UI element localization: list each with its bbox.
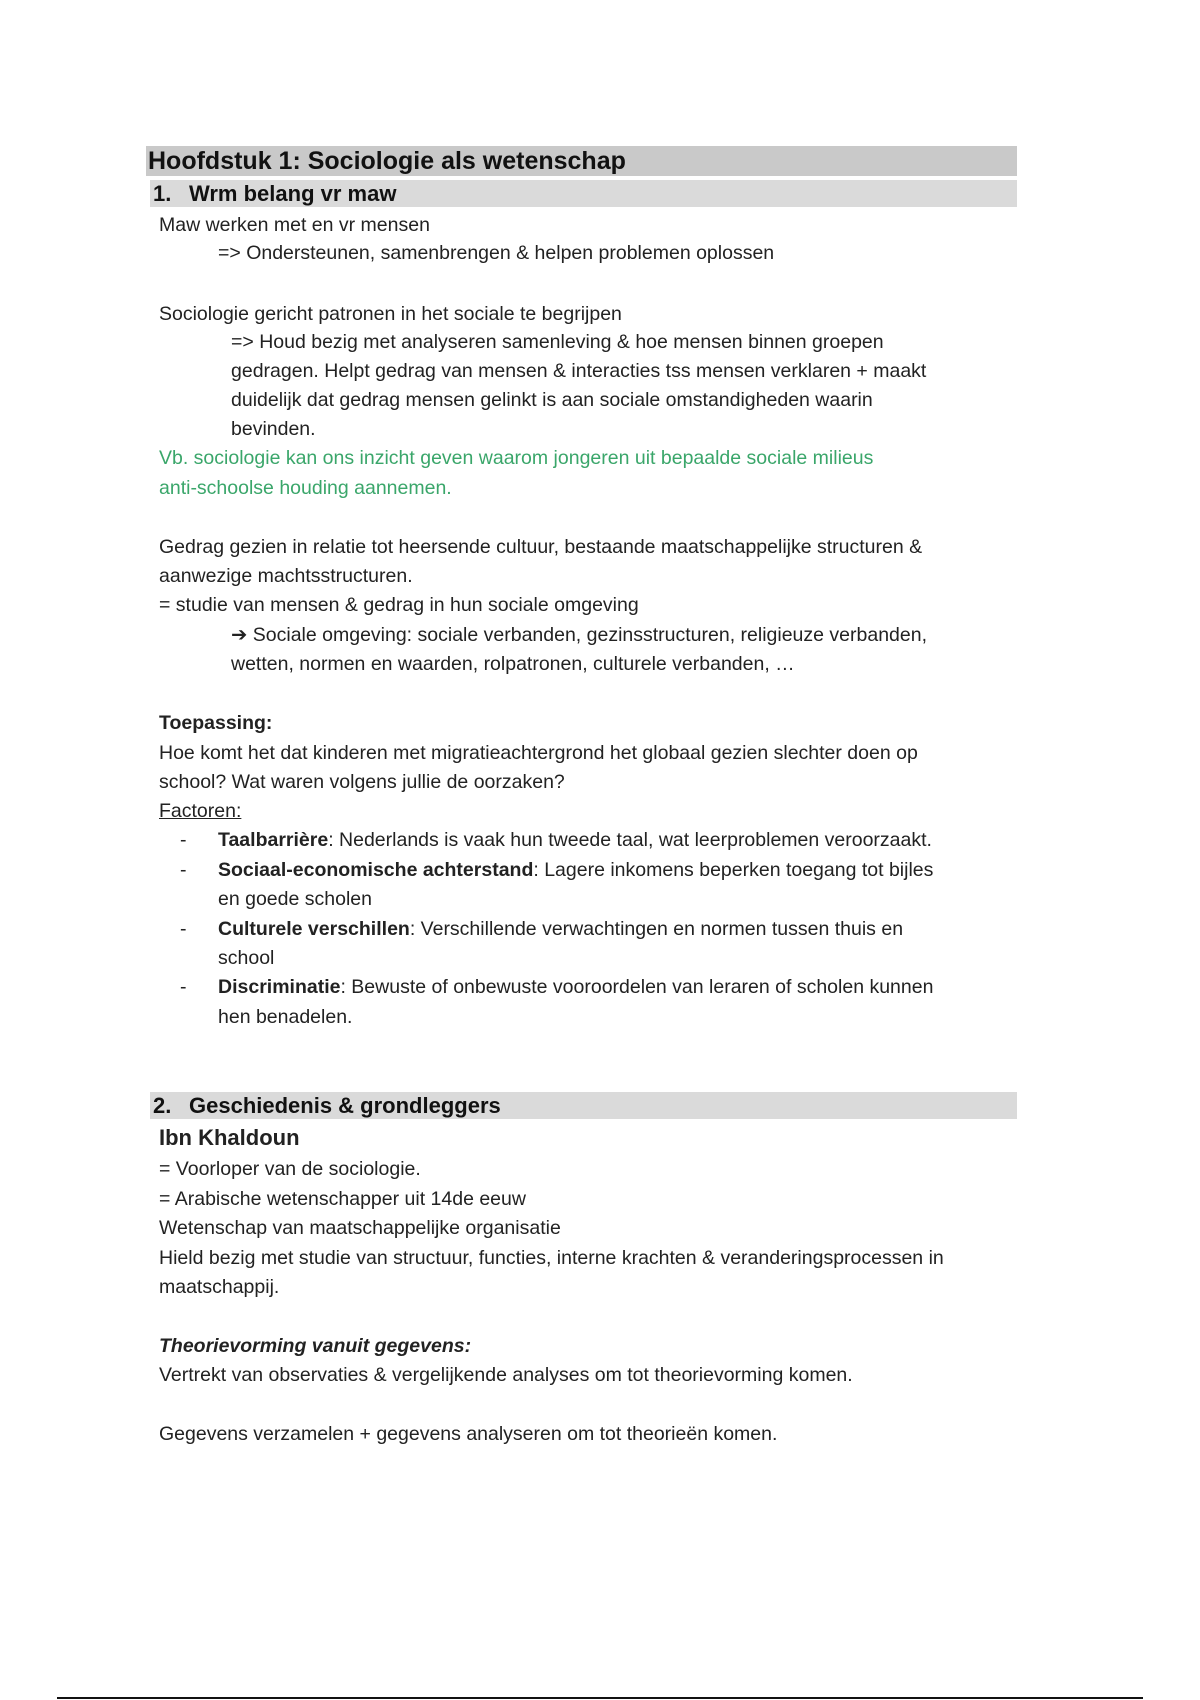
factor-term: Culturele verschillen — [218, 918, 410, 940]
factor-term: Taalbarrière — [218, 829, 329, 851]
factor-desc: : Lagere inkomens beperken toegang tot bijles — [533, 859, 934, 881]
factor-discriminatie — [218, 973, 933, 1002]
sociologie-detail-3: duidelijk dat gedrag mensen gelinkt is aan sociale omstandigheden waarin — [231, 389, 873, 411]
bullet-marker: - — [180, 976, 187, 998]
factor-desc: : Nederlands is vaak hun tweede taal, wat leerproblemen veroorzaakt. — [328, 829, 932, 851]
example-line-2: anti-schoolse houding aannemen. — [159, 477, 452, 499]
factor-desc-continued: school — [218, 947, 275, 969]
factor-desc-continued: en goede scholen — [218, 888, 372, 910]
theorie-text: Vertrekt van observaties & vergelijkende analyses om tot theorievorming komen. — [159, 1364, 853, 1386]
factor-term: Discriminatie — [218, 976, 341, 998]
section-2-heading — [150, 1092, 1017, 1119]
bullet-marker: - — [180, 918, 187, 940]
theorie-label: Theorievorming vanuit gegevens: — [159, 1335, 472, 1357]
section-1-heading — [150, 180, 1017, 207]
example-line-1: Vb. sociologie kan ons inzicht geven waarom jongeren uit bepaalde sociale milieus — [159, 447, 874, 469]
omgeving-line-2: wetten, normen en waarden, rolpatronen, culturele verbanden, … — [231, 653, 795, 675]
sociologie-detail-4: bevinden. — [231, 418, 316, 440]
khaldoun-line-2: = Arabische wetenschapper uit 14de eeuw — [159, 1188, 526, 1210]
khaldoun-line-1: = Voorloper van de sociologie. — [159, 1158, 421, 1180]
footer-divider — [57, 1697, 1143, 1699]
section-2-number: 2. — [153, 1093, 172, 1118]
factor-culturele-verschillen — [218, 915, 903, 944]
sociologie-detail-2: gedragen. Helpt gedrag van mensen & interacties tss mensen verklaren + maakt — [231, 360, 927, 382]
question-line-1: Hoe komt het dat kinderen met migratieachtergrond het globaal gezien slechter doen op — [159, 742, 918, 764]
question-line-2: school? Wat waren volgens jullie de oorzaken? — [159, 771, 565, 793]
khaldoun-line-4: Hield bezig met studie van structuur, functies, interne krachten & veranderingsprocessen in — [159, 1247, 944, 1269]
sociologie-detail-1: => Houd bezig met analyseren samenleving & hoe mensen binnen groepen — [231, 331, 884, 353]
khaldoun-line-3: Wetenschap van maatschappelijke organisatie — [159, 1217, 561, 1239]
bullet-marker: - — [180, 829, 187, 851]
toepassing-label: Toepassing: — [159, 712, 273, 734]
section-1-number: 1. — [153, 181, 172, 206]
khaldoun-line-5: maatschappij. — [159, 1276, 280, 1298]
factor-desc-continued: hen benadelen. — [218, 1006, 353, 1028]
maw-line: Maw werken met en vr mensen — [159, 214, 430, 236]
factor-taalbarriere — [218, 826, 932, 855]
omgeving-line-1: ➔ Sociale omgeving: sociale verbanden, gezinsstructuren, religieuze verbanden, — [231, 624, 927, 646]
factor-sociaal-economisch — [218, 856, 933, 885]
gegevens-line: Gegevens verzamelen + gegevens analyseren om tot theorieën komen. — [159, 1423, 778, 1445]
gedrag-line-2: aanwezige machtsstructuren. — [159, 565, 413, 587]
section-2-title: Geschiedenis & grondleggers — [189, 1093, 501, 1118]
maw-detail: => Ondersteunen, samenbrengen & helpen problemen oplossen — [218, 242, 775, 264]
section-1-title: Wrm belang vr maw — [189, 181, 397, 206]
person-heading: Ibn Khaldoun — [159, 1125, 300, 1150]
factor-desc: : Verschillende verwachtingen en normen tussen thuis en — [409, 918, 904, 940]
factor-desc: : Bewuste of onbewuste vooroordelen van leraren of scholen kunnen — [340, 976, 934, 998]
factor-term: Sociaal-economische achterstand — [218, 859, 534, 881]
sociologie-line: Sociologie gericht patronen in het sociale te begrijpen — [159, 303, 622, 325]
bullet-marker: - — [180, 859, 187, 881]
factoren-label: Factoren: — [159, 800, 242, 822]
studie-line: = studie van mensen & gedrag in hun sociale omgeving — [159, 594, 639, 616]
gedrag-line-1: Gedrag gezien in relatie tot heersende cultuur, bestaande maatschappelijke structuren & — [159, 536, 923, 558]
chapter-title: Hoofdstuk 1: Sociologie als wetenschap — [146, 146, 1017, 176]
